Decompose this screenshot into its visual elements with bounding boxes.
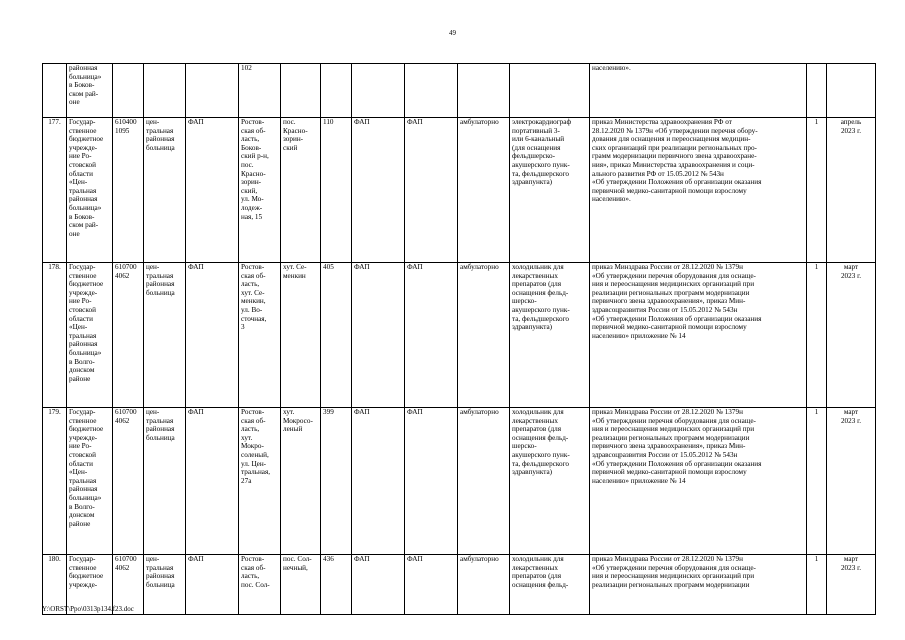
code-cell: 610700 4062 (113, 263, 144, 408)
equipment-cell: холодильник для лекарственных препаратов (для оснащения фельд- шерско- акушерского пунк- та, фельдшерского здравпункта) (510, 263, 590, 408)
org-type-cell: цен- тральная районная больница (144, 263, 186, 408)
settlement-cell: пос. Сол- нечный, (281, 555, 321, 615)
equipment-cell: холодильник для лекарственных препаратов (для оснащения фельд- (510, 555, 590, 615)
code2-cell: 399 (321, 408, 352, 555)
care-form-cell: амбулаторно (458, 263, 510, 408)
quantity-cell: 1 (807, 118, 827, 263)
table-row-continuation (43, 64, 876, 118)
code-cell: 610400 1095 (113, 118, 144, 263)
org-type-cell: цен- тральная районная больница (144, 555, 186, 615)
date-cell: апрель 2023 г. (827, 118, 876, 263)
page-number: 49 (449, 29, 456, 37)
org-cell: Государ- ственное бюджетное учрежде- (67, 555, 113, 615)
basis-cell: приказ Министерства здравоохранения РФ от 28.12.2020 № 1379н «Об утверждении перечня обору- дования для оснащения и переоснащения медицин- ских организаций при реализации региональных про- грамм модернизации первичного звена здравоохране- ния», приказ Министерства здравоохранения и соци- ального развития РФ от 15.05.2012 № 543н «Об утверждении Положения об организации оказания первичной медико-санитарной помощи взрослому населению». (590, 118, 807, 263)
org-cell: Государ- ственное бюджетное учрежде- ние Ро- стовской области «Цен- тральная районная больница» в Волго- донском районе (67, 263, 113, 408)
unit-type-cell: ФАП (352, 408, 405, 555)
unit-cell: ФАП (186, 555, 239, 615)
basis-cell: населению». (590, 64, 807, 118)
org-cell: Государ- ственное бюджетное учрежде- ние Ро- стовской области «Цен- тральная районная больница» в Боков- ском рай- оне (67, 118, 113, 263)
settlement-cell: хут. Мокросо- леный (281, 408, 321, 555)
code2-cell: 405 (321, 263, 352, 408)
unit-cell: ФАП (186, 118, 239, 263)
quantity-cell: 1 (807, 263, 827, 408)
date-cell: март 2023 г. (827, 263, 876, 408)
org-cell: районная больница» в Боков- ском рай- оне (67, 64, 113, 118)
unit-type-cell: ФАП (352, 555, 405, 615)
equipment-cell: холодильник для лекарственных препаратов (для оснащения фельд- шерско- акушерского пунк- та, фельдшерского здравпункта) (510, 408, 590, 555)
table-row (43, 555, 876, 615)
care-form-cell: амбулаторно (458, 555, 510, 615)
org-cell: Государ- ственное бюджетное учрежде- ние Ро- стовской области «Цен- тральная районная больница» в Волго- донском районе (67, 408, 113, 555)
address-cell: Ростов- ская об- ласть, Боков- ский р-н, пос. Красно- зорин- ский, ул. Мо- лодеж- ная, 15 (239, 118, 281, 263)
date-cell: март 2023 г. (827, 408, 876, 555)
quantity-cell: 1 (807, 408, 827, 555)
basis-cell: приказ Минздрава России от 28.12.2020 № 1379н «Об утверждении перечня оборудования для оснаще- ния и переоснащения медицинских организаций при реализации региональных программ модернизации первичного звена здравоохранения», приказ Мин- здравсоцразвития России от 15.05.2012 № 543н «Об утверждении Положения об организации оказания первичной медико-санитарной помощи взрослому населению» приложение № 14 (590, 263, 807, 408)
unit-type-cell: ФАП (352, 118, 405, 263)
table-row (43, 408, 876, 555)
unit-type2-cell: ФАП (405, 118, 458, 263)
table-row (43, 118, 876, 263)
row-number-cell: 178. (43, 263, 67, 408)
table-row (43, 263, 876, 408)
unit-type2-cell: ФАП (405, 408, 458, 555)
unit-type-cell: ФАП (352, 263, 405, 408)
file-path-footer: Y:\ORST\Ppo\0313p134.f23.doc (42, 605, 134, 613)
code-cell: 610700 4062 (113, 555, 144, 615)
address-cell: Ростов- ская об- ласть, хут. Се- менкин, ул. Во- сточная, 3 (239, 263, 281, 408)
org-type-cell: цен- тральная районная больница (144, 118, 186, 263)
row-number-cell: 179. (43, 408, 67, 555)
org-type-cell: цен- тральная районная больница (144, 408, 186, 555)
care-form-cell: амбулаторно (458, 118, 510, 263)
settlement-cell: хут. Се- менкин (281, 263, 321, 408)
address-cell: 102 (239, 64, 281, 118)
unit-type2-cell: ФАП (405, 263, 458, 408)
address-cell: Ростов- ская об- ласть, пос. Сол- (239, 555, 281, 615)
basis-cell: приказ Минздрава России от 28.12.2020 № 1379н «Об утверждении перечня оборудования для оснаще- ния и переоснащения медицинских организаций при реализации региональных программ модернизации первичного звена здравоохранения», приказ Мин- здравсоцразвития России от 15.05.2012 № 543н «Об утверждении Положения об организации оказания первичной медико-санитарной помощи взрослому населению» приложение № 14 (590, 408, 807, 555)
unit-type2-cell: ФАП (405, 555, 458, 615)
basis-cell: приказ Минздрава России от 28.12.2020 № 1379н «Об утверждении перечня оборудования для оснаще- ния и переоснащения медицинских организаций при реализации региональных программ модернизации (590, 555, 807, 615)
row-number-cell: 177. (43, 118, 67, 263)
code2-cell: 436 (321, 555, 352, 615)
address-cell: Ростов- ская об- ласть, хут. Мокро- соленый, ул. Цен- тральная, 27а (239, 408, 281, 555)
equipment-cell: электрокардиограф портативный 3- или 6-канальный (для оснащения фельдшерско- акушерского пунк- та, фельдшерского здравпункта) (510, 118, 590, 263)
document-table-area (42, 63, 862, 598)
care-form-cell: амбулаторно (458, 408, 510, 555)
settlement-cell: пос. Красно- зорин- ский (281, 118, 321, 263)
row-number-cell: 180. (43, 555, 67, 615)
quantity-cell: 1 (807, 555, 827, 615)
unit-cell: ФАП (186, 263, 239, 408)
code2-cell: 110 (321, 118, 352, 263)
date-cell: март 2023 г. (827, 555, 876, 615)
unit-cell: ФАП (186, 408, 239, 555)
equipment-table (42, 63, 876, 615)
code-cell: 610700 4062 (113, 408, 144, 555)
